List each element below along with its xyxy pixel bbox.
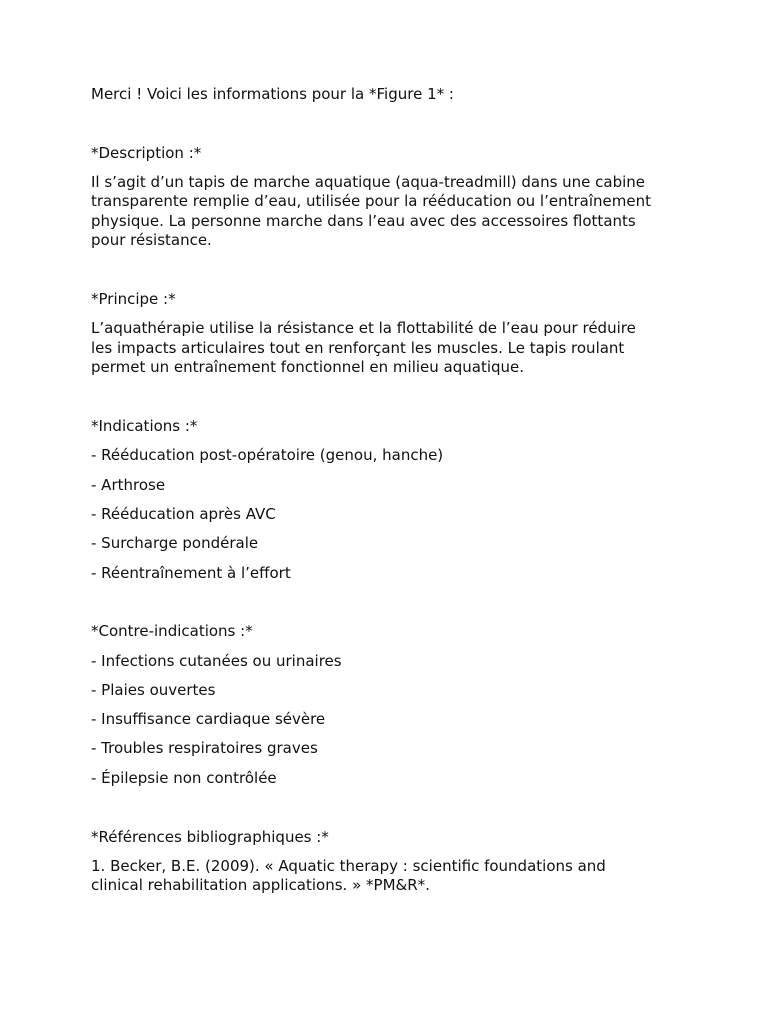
list-item: - Infections cutanées ou urinaires	[91, 652, 342, 670]
list-item: - Surcharge pondérale	[91, 534, 259, 552]
description-line: pour résistance.	[91, 231, 212, 249]
list-item: - Rééducation post-opératoire (genou, hanche)	[91, 446, 444, 464]
list-item: - Épilepsie non contrôlée	[91, 769, 277, 787]
intro-text: Merci ! Voici les informations pour la *Figure 1* :	[91, 85, 454, 103]
description-heading: *Description :*	[91, 144, 202, 162]
principe-line: les impacts articulaires tout en renforçant les muscles. Le tapis roulant	[91, 339, 625, 357]
list-item: - Plaies ouvertes	[91, 681, 216, 699]
principe-heading: *Principe :*	[91, 290, 176, 308]
reference-line: clinical rehabilitation applications. » *PM&R*.	[91, 876, 430, 894]
list-item: - Troubles respiratoires graves	[91, 739, 318, 757]
list-item: - Arthrose	[91, 476, 166, 494]
description-line: physique. La personne marche dans l’eau avec des accessoires flottants	[91, 212, 636, 230]
description-line: transparente remplie d’eau, utilisée pour la rééducation ou l’entraînement	[91, 192, 651, 210]
references-heading: *Références bibliographiques :*	[91, 828, 329, 846]
list-item: - Réentraînement à l’effort	[91, 564, 291, 582]
list-item: - Insuffisance cardiaque sévère	[91, 710, 326, 728]
list-item: - Rééducation après AVC	[91, 505, 276, 523]
principe-line: permet un entraînement fonctionnel en milieu aquatique.	[91, 358, 525, 376]
indications-heading: *Indications :*	[91, 417, 198, 435]
description-line: Il s’agit d’un tapis de marche aquatique (aqua-treadmill) dans une cabine	[91, 173, 646, 191]
reference-line: 1. Becker, B.E. (2009). « Aquatic therapy : scientific foundations and	[91, 857, 606, 875]
contre-indications-heading: *Contre-indications :*	[91, 622, 253, 640]
principe-line: L’aquathérapie utilise la résistance et la flottabilité de l’eau pour réduire	[91, 319, 636, 337]
